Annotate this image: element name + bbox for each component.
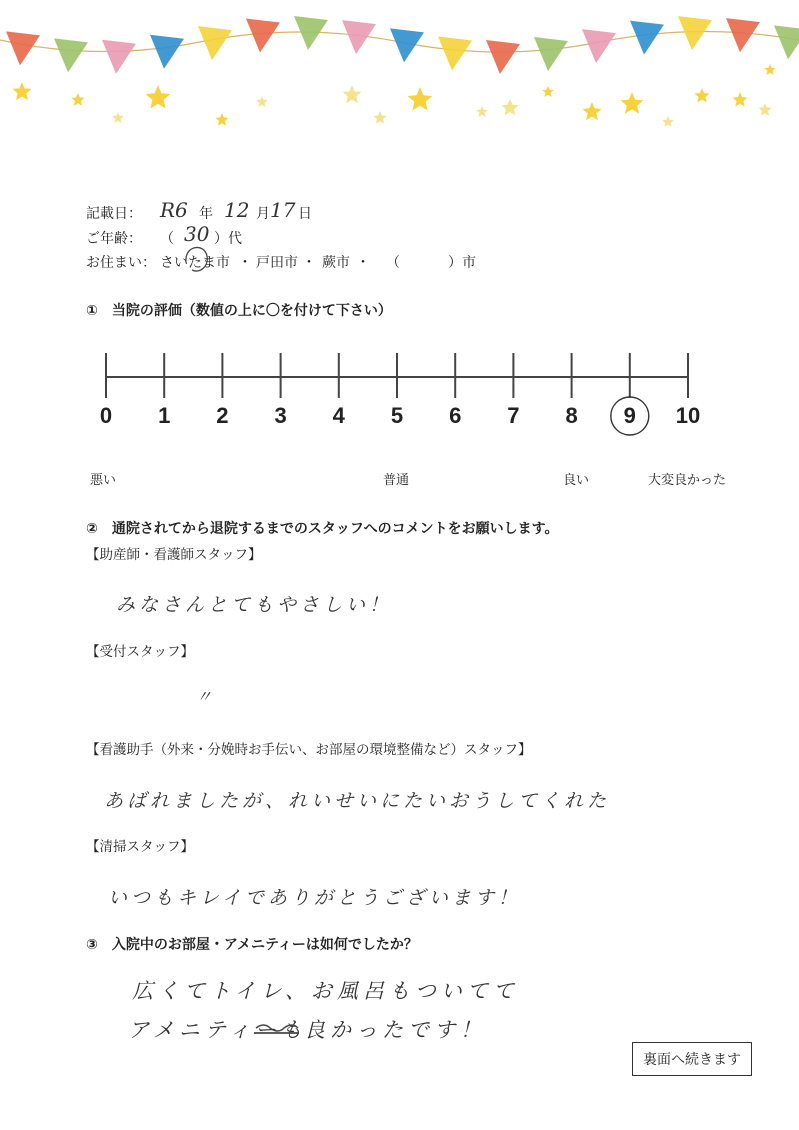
scale-number-6: 6 bbox=[449, 403, 462, 428]
date-day-unit: 日 bbox=[298, 206, 312, 222]
date-era-value: R6 bbox=[160, 198, 188, 222]
address-separator-1: ・ bbox=[238, 255, 252, 271]
scale-number-0: 0 bbox=[99, 403, 113, 428]
section1-title: ① 当院の評価（数値の上に〇を付けて下さい） bbox=[86, 303, 392, 319]
date-day-value: 17 bbox=[270, 198, 296, 222]
section3-comment-line1: 広くてトイレ、お風呂もついてて bbox=[132, 979, 519, 1003]
cleaning-heading: 【清掃スタッフ】 bbox=[86, 839, 194, 855]
scale-number-8: 8 bbox=[565, 403, 578, 428]
midwife-heading: 【助産師・看護師スタッフ】 bbox=[86, 547, 262, 563]
date-label: 記載日： bbox=[86, 206, 142, 222]
scale-number-10: 10 bbox=[675, 403, 701, 428]
age-label: ご年齢： bbox=[86, 231, 142, 247]
scale-number-4: 4 bbox=[332, 403, 345, 428]
reception-comment: 〃 bbox=[196, 687, 213, 706]
continue-label: 裏面へ続きます bbox=[643, 1052, 741, 1068]
scribbled-out-word bbox=[252, 1020, 302, 1044]
assistant-comment: あばれましたが、れいせいにたいおうしてくれた bbox=[104, 790, 611, 812]
address-blank-close: ）市 bbox=[448, 255, 476, 271]
continue-box bbox=[632, 1042, 752, 1076]
address-separator-2: ・ bbox=[302, 255, 316, 271]
address-blank-open: （ bbox=[386, 255, 400, 271]
assistant-heading: 【看護助手（外来・分娩時お手伝い、お部屋の環境整備など）スタッフ】 bbox=[86, 742, 532, 758]
section3-title: ③ 入院中のお部屋・アメニティーは如何でしたか？ bbox=[86, 937, 418, 953]
address-option-warabi: 蕨市 bbox=[322, 255, 350, 271]
section2-title: ② 通院されてから退院するまでのスタッフへのコメントをお願いします。 bbox=[86, 521, 559, 537]
age-value: 30 bbox=[184, 222, 210, 246]
scale-number-2: 2 bbox=[216, 403, 229, 428]
scale-label-normal: 普通 bbox=[383, 473, 410, 488]
address-separator-3: ・ bbox=[356, 255, 370, 271]
scale-label-good: 良い bbox=[563, 473, 590, 488]
midwife-comment: みなさんとてもやさしい！ bbox=[116, 594, 393, 616]
scale-number-3: 3 bbox=[274, 403, 287, 428]
age-close: ）代 bbox=[214, 231, 242, 247]
date-year-unit: 年 bbox=[199, 206, 213, 222]
section3-comment-line2b: 良かったです！ bbox=[304, 1018, 486, 1042]
scale-number-9: 9 bbox=[623, 403, 636, 428]
section3-comment-line2a: アメニティーも bbox=[128, 1018, 308, 1042]
scale-number-1: 1 bbox=[158, 403, 171, 428]
age-open: （ bbox=[160, 231, 174, 247]
scale-label-very-good: 大変良かった bbox=[648, 473, 727, 488]
scale-number-5: 5 bbox=[390, 403, 404, 428]
address-option-saitama: さいたま市 bbox=[160, 255, 230, 271]
date-month-unit: 月 bbox=[256, 206, 270, 222]
reception-heading: 【受付スタッフ】 bbox=[86, 644, 194, 660]
address-label: お住まい： bbox=[86, 255, 156, 271]
cleaning-comment: いつもキレイでありがとうございます！ bbox=[108, 887, 521, 909]
address-option-toda: 戸田市 bbox=[256, 255, 298, 271]
scale-number-7: 7 bbox=[507, 403, 520, 428]
scale-label-bad: 悪い bbox=[90, 473, 117, 488]
date-month-value: 12 bbox=[224, 198, 250, 222]
